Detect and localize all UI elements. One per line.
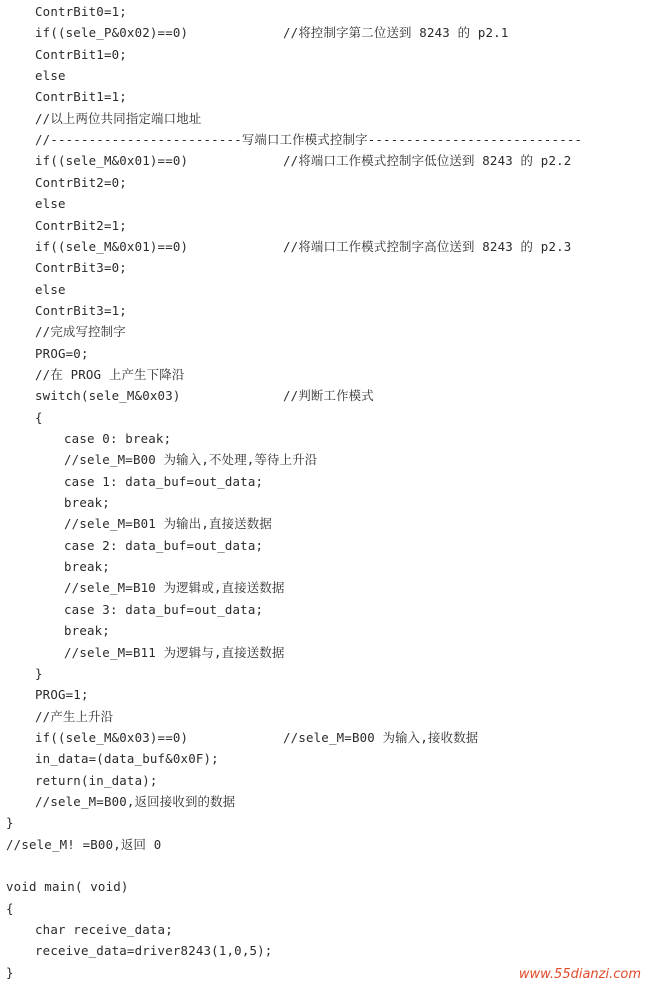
code-line [0,815,651,833]
code-line [0,196,651,214]
code-line [0,410,651,428]
code-line [0,858,651,876]
code-line [0,751,651,769]
code-comment: //sele_M=B00 为输入,接收数据 [283,729,479,745]
code-line [0,495,651,513]
code-text: return(in_data); [35,772,158,788]
code-comment: //将控制字第二位送到 8243 的 p2.1 [283,25,509,41]
code-text: //在 PROG 上产生下降沿 [35,366,185,382]
code-text: break; [64,559,110,575]
code-line [0,346,651,364]
code-text: //sele_M! =B00,返回 0 [6,836,162,852]
code-text: } [35,665,43,681]
code-line [0,175,651,193]
code-text: case 1: data_buf=out_data; [64,473,264,489]
code-text: //以上两位共同指定端口地址 [35,110,202,126]
code-text: void main( void) [6,879,129,895]
code-text: ContrBit0=1; [35,4,127,19]
code-text: case 3: data_buf=out_data; [64,601,264,617]
code-text: if((sele_M&0x01)==0) [35,238,189,254]
code-text: } [6,964,14,980]
code-text: receive_data=driver8243(1,0,5); [35,943,273,959]
code-text: switch(sele_M&0x03) [35,388,181,404]
code-text: case 0: break; [64,431,172,446]
site-watermark: www.55dianzi.com [518,967,641,982]
code-text: if((sele_M&0x01)==0) [35,153,189,169]
code-text: else [35,68,66,84]
code-line [0,623,651,641]
code-text: //sele_M=B00,返回接收到的数据 [35,793,236,809]
code-line [0,773,651,791]
code-line [0,794,651,812]
code-text: ContrBit2=0; [35,174,127,190]
code-text: char receive_data; [35,922,173,938]
code-line [0,388,651,406]
code-line [0,239,651,257]
code-line [0,666,651,684]
code-text: if((sele_P&0x02)==0) [35,25,189,41]
code-comment: //判断工作模式 [283,388,374,404]
code-text: } [6,815,14,831]
code-text: //sele_M=B10 为逻辑或,直接送数据 [64,580,285,596]
code-line [0,922,651,940]
code-line [0,452,651,470]
code-line [0,47,651,65]
code-text: PROG=0; [35,345,89,361]
code-text: break; [64,623,110,639]
code-comment: //将端口工作模式控制字低位送到 8243 的 p2.2 [283,153,572,169]
code-line [0,687,651,705]
code-line [0,89,651,107]
code-text: ContrBit2=1; [35,217,127,233]
code-text: //sele_M=B11 为逻辑与,直接送数据 [64,644,285,660]
code-text: { [35,409,43,425]
code-line [0,538,651,556]
code-line [0,324,651,342]
code-text: case 2: data_buf=out_data; [64,537,264,553]
code-line [0,580,651,598]
code-line [0,132,651,150]
code-line [0,218,651,236]
code-line [0,474,651,492]
code-text: //完成写控制字 [35,324,126,340]
code-line [0,645,651,663]
code-line [0,4,651,22]
code-line [0,901,651,919]
code-text: { [6,900,14,916]
code-line [0,516,651,534]
code-text: break; [64,495,110,511]
code-text: //sele_M=B00 为输入,不处理,等待上升沿 [64,452,318,468]
code-text: else [35,281,66,297]
code-text: //-------------------------写端口工作模式控制字---------------------------- [35,132,583,148]
code-text: ContrBit1=0; [35,46,127,62]
code-text: ContrBit3=0; [35,260,127,276]
code-text: //sele_M=B01 为输出,直接送数据 [64,516,272,532]
code-line [0,303,651,321]
code-line [0,730,651,748]
code-text: PROG=1; [35,687,89,703]
code-text: ContrBit3=1; [35,302,127,318]
code-line [0,68,651,86]
code-text: if((sele_M&0x03)==0) [35,729,189,745]
code-line [0,282,651,300]
code-text: //产生上升沿 [35,708,114,724]
code-line [0,111,651,129]
code-line [0,260,651,278]
code-line [0,431,651,449]
code-line [0,367,651,385]
code-line [0,559,651,577]
code-text: ContrBit1=1; [35,89,127,105]
code-line [0,709,651,727]
code-text: else [35,196,66,212]
code-text: in_data=(data_buf&0x0F); [35,751,219,767]
code-line [0,25,651,43]
code-line [0,879,651,897]
code-line [0,602,651,620]
code-line [0,837,651,855]
code-comment: //将端口工作模式控制字高位送到 8243 的 p2.3 [283,238,572,254]
code-line [0,153,651,171]
code-line [0,943,651,961]
